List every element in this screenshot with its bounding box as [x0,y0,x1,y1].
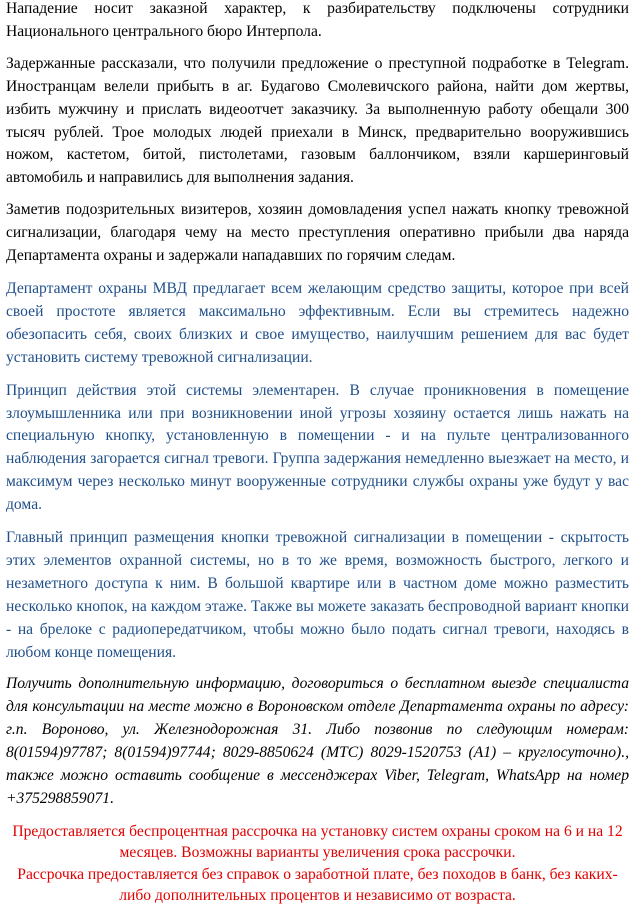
paragraph-interpol: Нападение носит заказной характер, к разбирательству подключены сотрудники Национального центрального бюро Интерпола. [6,0,629,40]
paragraph-alarm-response: Заметив подозрительных визитеров, хозяин домовладения успел нажать кнопку тревожной сигнализации, благодаря чему на место преступления оперативно прибыли два наряда Департамента охраны и задержали нападавших по горячим следам. [6,201,629,265]
paragraph-detainees-story: Задержанные рассказали, что получили предложение о преступной подработке в Telegram. Иностранцам велели прибыть в аг. Будагово Смолевичского района, найти дом жертвы, избить мужчину и прислать видеоотчет заказчику. За выполненную работу обещали 300 тысяч рублей. Трое молодых людей приехали в Минск, предварительно вооружившись ножом, кастетом, битой, пистолетами, газовым баллончиком, взяли каршеринговый автомобиль и направились для выполнения задания. [6,54,629,187]
installment-notice [6,821,629,904]
installment-line-conditions: Рассрочка предоставляется без справок о заработной плате, без походов в банк, без каких-либо дополнительных процентов и независимо от возраста. [17,865,618,904]
paragraph-promo-principle: Принцип действия этой системы элементарен. В случае проникновения в помещение злоумышленника или при возникновении иной угрозы хозяину остается лишь нажать на специальную кнопку, установленную в помещении - и на пульте централизованного наблюдения загорается сигнал тревоги. Группа задержания немедленно выезжает на место, и максимум через несколько минут вооруженные сотрудники службы охраны уже будут у вас дома. [6,381,629,514]
paragraph-contact-info: Получить дополнительную информацию, договориться о бесплатном выезде специалиста для консультации на месте можно в Вороновском отделе Департамента охраны по адресу: г.п. Вороново, ул. Железнодорожная 31. Либо позвонив по следующим номерам: 8(01594)97787; 8(01594)97744; 8029-8850624 (МТС) 8029-1520753 (А1) – круглосуточно)., также можно оставить сообщение в мессенджерах Viber, Telegram, WhatsApp на номер +375298859071. [6,675,629,807]
paragraph-promo-intro: Департамент охраны МВД предлагает всем желающим средство защиты, которое при всей своей простоте является максимально эффективным. Если вы стремитесь надежно обезопасить себя, своих близких и свое имущество, наилучшим решением для вас будет установить систему тревожной сигнализации. [6,279,629,366]
paragraph-promo-placement: Главный принцип размещения кнопки тревожной сигнализации в помещении - скрытость этих элементов охранной системы, но в то же время, возможность быстрого, легкого и незаметного доступа к ним. В большой квартире или в частном доме можно разместить несколько кнопок, на каждом этаже. Также вы можете заказать беспроводной вариант кнопки - на брелоке с радиопередатчиком, чтобы можно было подать сигнал тревоги, находясь в любом конце помещения. [6,529,629,661]
installment-line-terms: Предоставляется беспроцентная рассрочка на установку систем охраны сроком на 6 и на 12 месяцев. Возможны варианты увеличения срока рассрочки. [12,822,623,862]
